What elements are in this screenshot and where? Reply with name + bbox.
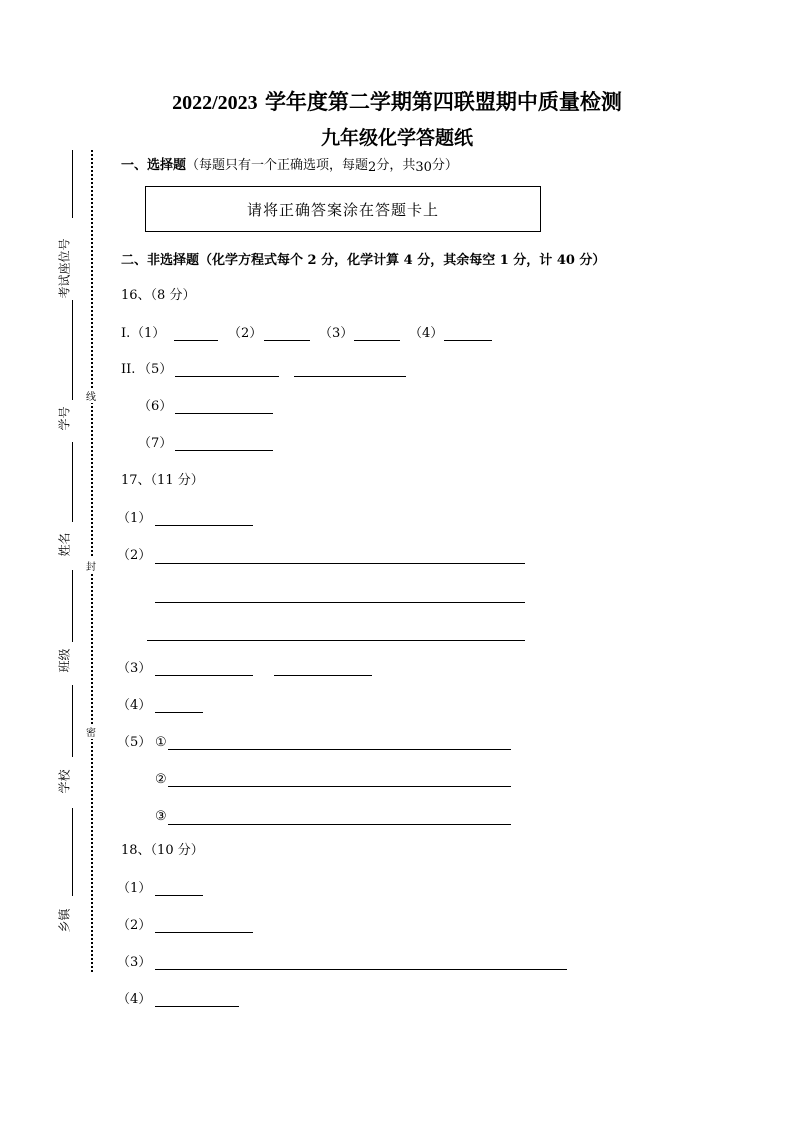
page-title [0, 86, 794, 116]
q17-blank5-3[interactable] [168, 824, 511, 825]
q17-blank2a[interactable] [155, 563, 525, 564]
exam-title: 学年度第二学期第四联盟期中质量检测 [264, 89, 622, 114]
section1-score: 2 [368, 160, 377, 175]
q16-blank6-label: （6） [138, 399, 173, 414]
q18-blank4-label: （4） [117, 992, 152, 1007]
binding-char-line: 线 [84, 388, 98, 403]
q18-blank2[interactable] [155, 932, 253, 933]
q17-title: 17、（11 分） [121, 473, 204, 488]
q17-blank3a[interactable] [155, 675, 253, 676]
q17-blank2b[interactable] [155, 602, 525, 603]
q16-blank2[interactable] [264, 340, 310, 341]
q16-title: 16、（8 分） [121, 288, 196, 303]
school-label: 学校 [57, 769, 72, 794]
q16-part1-label: I. [121, 326, 131, 341]
q17-blank1[interactable] [155, 525, 253, 526]
school-year: 2022/2023 [172, 92, 258, 114]
q16-blank5b[interactable] [294, 376, 406, 377]
q16-blank7-label: （7） [138, 436, 173, 451]
section1-note: （每题只有一个正确选项，每题 [186, 158, 369, 173]
answer-card-notice: 请将正确答案涂在答题卡上 [145, 186, 541, 232]
q17-blank5-label: （5） [117, 735, 152, 750]
section1-heading: 一、选择题 [121, 158, 187, 173]
binding-char-secret: 密 [84, 724, 98, 739]
school-line[interactable] [72, 808, 73, 896]
name-label: 姓名 [57, 532, 72, 557]
q16-blank6[interactable] [175, 413, 273, 414]
q17-blank4-label: （4） [117, 698, 152, 713]
q17-circle1: ① [155, 735, 167, 750]
student-id-line[interactable] [72, 442, 73, 522]
q18-blank1[interactable] [155, 895, 203, 896]
seat-number-line[interactable] [72, 300, 73, 400]
q17-blank2-label: （2） [117, 548, 152, 563]
q18-blank1-label: （1） [117, 881, 152, 896]
q16-blank1[interactable] [174, 340, 218, 341]
q16-blank4-label: （4） [409, 326, 444, 341]
class-label: 班级 [57, 648, 72, 673]
q16-blank7[interactable] [175, 450, 273, 451]
section2-heading: 二、非选择题（化学方程式每个 2 分，化学计算 4 分，其余每空 1 分，计 40 分） [121, 253, 606, 268]
q16-part2-label: II. [121, 362, 136, 377]
q17-circle3: ③ [155, 809, 167, 824]
binding-char-seal: 封 [84, 558, 98, 573]
section1-heading-row [121, 157, 458, 177]
q17-blank4[interactable] [155, 712, 203, 713]
q17-blank5-2[interactable] [168, 786, 511, 787]
student-id-label: 学号 [57, 406, 72, 431]
q16-blank3[interactable] [354, 340, 400, 341]
q18-blank2-label: （2） [117, 918, 152, 933]
q16-blank4[interactable] [444, 340, 492, 341]
township-label: 乡镇 [57, 908, 72, 933]
section1-note3: 分） [431, 158, 458, 173]
q17-blank3-label: （3） [117, 661, 152, 676]
q17-blank2c[interactable] [147, 640, 525, 641]
q16-blank2-label: （2） [228, 326, 263, 341]
class-line[interactable] [72, 685, 73, 757]
q16-blank5-label: （5） [138, 362, 173, 377]
q16-blank5a[interactable] [175, 376, 279, 377]
q18-blank3[interactable] [155, 969, 567, 970]
binding-line [72, 150, 73, 218]
q18-title: 18、（10 分） [121, 843, 204, 858]
q17-blank5-1[interactable] [168, 749, 511, 750]
q16-blank3-label: （3） [319, 326, 354, 341]
section1-total: 30 [415, 160, 432, 175]
q17-blank1-label: （1） [117, 511, 152, 526]
q16-blank1-label: （1） [131, 326, 166, 341]
section1-note2: 分，共 [376, 158, 416, 173]
seat-number-label: 考试座位号 [57, 238, 72, 299]
q18-blank4[interactable] [155, 1006, 239, 1007]
q17-circle2: ② [155, 772, 167, 787]
page-subtitle: 九年级化学答题纸 [320, 127, 473, 149]
q18-blank3-label: （3） [117, 955, 152, 970]
q17-blank3b[interactable] [274, 675, 372, 676]
